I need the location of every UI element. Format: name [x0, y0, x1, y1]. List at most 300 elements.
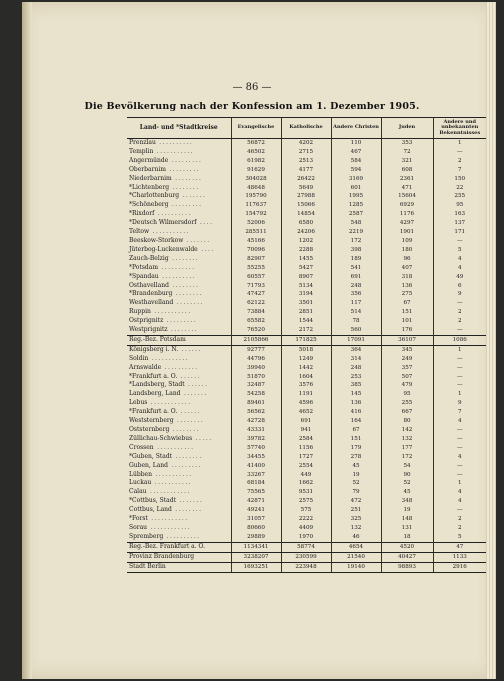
leader-dots: .........: [168, 201, 203, 209]
district-name: Osthavelland: [129, 281, 169, 289]
value-cell: 80660: [231, 524, 281, 533]
district-name: Zauch-Belzig: [129, 254, 169, 262]
value-cell: 479: [381, 381, 433, 390]
value-cell: 22: [433, 184, 486, 193]
district-name-cell: [127, 246, 231, 255]
value-cell: —: [433, 462, 486, 471]
value-cell: 2: [433, 317, 486, 326]
value-cell: 348: [381, 497, 433, 506]
value-cell: 248: [331, 364, 381, 373]
value-cell: 941: [281, 426, 331, 435]
district-name-cell: [127, 273, 231, 282]
value-cell: 58774: [281, 542, 331, 552]
value-cell: 1662: [281, 479, 331, 488]
value-cell: 9: [433, 399, 486, 408]
district-name-cell: [127, 471, 231, 480]
leader-dots: ........: [168, 281, 200, 289]
value-cell: 132: [381, 435, 433, 444]
value-cell: 584: [331, 157, 381, 166]
value-cell: 2916: [433, 562, 486, 572]
district-name-cell: [127, 479, 231, 488]
district-name: *Forst: [129, 515, 148, 523]
value-cell: 34455: [231, 453, 281, 462]
value-cell: 137: [433, 219, 486, 228]
value-cell: 2288: [281, 246, 331, 255]
value-cell: —: [433, 355, 486, 364]
value-cell: 189: [331, 255, 381, 264]
value-cell: 42871: [231, 497, 281, 506]
value-cell: 52006: [231, 219, 281, 228]
district-name: *Landsberg, Stadt: [129, 381, 185, 389]
value-cell: 109: [381, 237, 433, 246]
value-cell: 1442: [281, 364, 331, 373]
table-row: [127, 408, 486, 417]
value-cell: 32487: [231, 381, 281, 390]
value-cell: —: [433, 444, 486, 453]
value-cell: 4: [433, 264, 486, 273]
value-cell: —: [433, 471, 486, 480]
value-cell: 65582: [231, 317, 281, 326]
value-cell: 18: [381, 533, 433, 542]
district-name: *Brandenburg: [129, 290, 173, 298]
value-cell: 15066: [281, 201, 331, 210]
value-cell: 73884: [231, 308, 281, 317]
value-cell: 449: [281, 471, 331, 480]
value-cell: 95: [381, 390, 433, 399]
value-cell: 255: [381, 399, 433, 408]
table-row: [127, 290, 486, 299]
leader-dots: .....: [192, 434, 213, 442]
value-cell: —: [433, 373, 486, 382]
value-cell: 2851: [281, 308, 331, 317]
value-cell: 2219: [331, 228, 381, 237]
value-cell: 172: [331, 237, 381, 246]
district-name-cell: [127, 139, 231, 148]
value-cell: 2575: [281, 497, 331, 506]
value-cell: 560: [331, 326, 381, 335]
value-cell: 47427: [231, 290, 281, 299]
district-name-cell: [127, 453, 231, 462]
table-row: [127, 488, 486, 497]
table-row: [127, 335, 486, 345]
column-header: Katholische: [281, 118, 331, 139]
district-name: *Spandau: [129, 272, 159, 280]
district-name: Westprignitz: [129, 326, 168, 334]
leader-dots: ..........: [161, 363, 199, 371]
value-cell: —: [433, 381, 486, 390]
value-cell: 2105866: [231, 335, 281, 345]
value-cell: 1134341: [231, 542, 281, 552]
value-cell: 57740: [231, 444, 281, 453]
district-name-cell: [127, 373, 231, 382]
district-name-cell: [127, 157, 231, 166]
district-name: *Charlottenburg: [129, 192, 180, 200]
table-row: [127, 264, 486, 273]
value-cell: 56562: [231, 408, 281, 417]
value-cell: 19: [331, 471, 381, 480]
value-cell: 2: [433, 308, 486, 317]
value-cell: 1901: [381, 228, 433, 237]
district-name-cell: [127, 462, 231, 471]
value-cell: 356: [331, 290, 381, 299]
district-name: *Deutsch Wilmersdorf: [129, 219, 197, 227]
district-name: *Frankfurt a. O.: [129, 372, 178, 380]
value-cell: 1202: [281, 237, 331, 246]
table-row: [127, 148, 486, 157]
leader-dots: ........: [172, 290, 204, 298]
table-row: [127, 471, 486, 480]
value-cell: 117: [331, 299, 381, 308]
table-row: [127, 524, 486, 533]
value-cell: 608: [381, 166, 433, 175]
district-name: Beeskow-Storkow: [129, 236, 184, 244]
value-cell: 1: [433, 139, 486, 148]
district-name: Landsberg, Land: [129, 390, 181, 398]
leader-dots: ..........: [158, 263, 196, 271]
district-name-cell: [127, 364, 231, 373]
value-cell: 1: [433, 479, 486, 488]
value-cell: 89461: [231, 399, 281, 408]
value-cell: 62122: [231, 299, 281, 308]
leader-dots: ......: [178, 345, 203, 353]
value-cell: 2513: [281, 157, 331, 166]
value-cell: 96: [381, 255, 433, 264]
table-row: [127, 219, 486, 228]
district-name: Weststernberg: [129, 417, 174, 425]
column-header: Andere Christen: [331, 118, 381, 139]
value-cell: 51870: [231, 373, 281, 382]
page-number: — 86 —: [232, 82, 272, 93]
district-name: Luckau: [129, 479, 152, 487]
value-cell: 398: [331, 246, 381, 255]
value-cell: 52: [381, 479, 433, 488]
value-cell: 325: [331, 515, 381, 524]
leader-dots: ........: [172, 452, 203, 460]
value-cell: 318: [381, 273, 433, 282]
district-name-cell: [127, 299, 231, 308]
value-cell: —: [433, 237, 486, 246]
value-cell: 136: [331, 399, 381, 408]
value-cell: —: [433, 326, 486, 335]
value-cell: 95: [433, 201, 486, 210]
value-cell: 131: [381, 524, 433, 533]
value-cell: 61982: [231, 157, 281, 166]
value-cell: 171: [433, 228, 486, 237]
value-cell: 31057: [231, 515, 281, 524]
leader-dots: ........: [173, 299, 204, 307]
district-name-cell: [127, 399, 231, 408]
leader-dots: ...........: [149, 228, 191, 236]
table-row: [127, 373, 486, 382]
value-cell: 4202: [281, 139, 331, 148]
value-cell: 514: [331, 308, 381, 317]
value-cell: 314: [331, 355, 381, 364]
value-cell: 1086: [433, 335, 486, 345]
value-cell: 68184: [231, 479, 281, 488]
table-row: [127, 479, 486, 488]
value-cell: 541: [331, 264, 381, 273]
district-name-cell: [127, 355, 231, 364]
district-name: *Potsdam: [129, 263, 159, 271]
value-cell: 76520: [231, 326, 281, 335]
value-cell: 151: [381, 308, 433, 317]
district-name: Sorau: [129, 523, 148, 531]
value-cell: 2: [433, 515, 486, 524]
value-cell: 41400: [231, 462, 281, 471]
value-cell: 98893: [381, 562, 433, 572]
value-cell: 4297: [381, 219, 433, 228]
leader-dots: ...........: [153, 443, 195, 451]
table-row: [127, 533, 486, 542]
value-cell: 9531: [281, 488, 331, 497]
district-name-cell: [127, 542, 231, 552]
value-cell: 75565: [231, 488, 281, 497]
district-name-cell: [127, 201, 231, 210]
value-cell: 44796: [231, 355, 281, 364]
value-cell: 601: [331, 184, 381, 193]
district-name-cell: [127, 444, 231, 453]
value-cell: 407: [381, 264, 433, 273]
value-cell: 67: [331, 426, 381, 435]
value-cell: —: [433, 435, 486, 444]
district-name: Arnswalde: [129, 363, 162, 371]
value-cell: 132: [331, 524, 381, 533]
district-name: Calau: [129, 488, 147, 496]
population-table: [127, 117, 486, 573]
district-name-cell: [127, 497, 231, 506]
district-name: Oststernberg: [129, 426, 170, 433]
value-cell: 5134: [281, 282, 331, 291]
value-cell: 45: [381, 488, 433, 497]
table-row: [127, 308, 486, 317]
district-name-cell: [127, 408, 231, 417]
value-cell: 148: [381, 515, 433, 524]
table-row: [127, 552, 486, 562]
leader-dots: ...........: [150, 308, 192, 316]
table-row: [127, 201, 486, 210]
value-cell: 179: [331, 444, 381, 453]
district-name-cell: [127, 488, 231, 497]
value-cell: 548: [331, 219, 381, 228]
value-cell: 70096: [231, 246, 281, 255]
district-name: Templin: [129, 147, 154, 155]
leader-dots: ........: [173, 417, 205, 425]
table-row: [127, 157, 486, 166]
value-cell: 150: [433, 175, 486, 184]
district-name-cell: [127, 326, 231, 335]
district-name: Provinz Brandenburg: [129, 552, 195, 560]
table-row: [127, 246, 486, 255]
value-cell: 55255: [231, 264, 281, 273]
leader-dots: .........: [163, 317, 198, 325]
value-cell: 40427: [381, 552, 433, 562]
table-row: [127, 562, 486, 572]
leader-dots: .........: [168, 156, 203, 164]
district-name: Lebus: [129, 399, 148, 407]
table-row: [127, 426, 486, 435]
value-cell: 2554: [281, 462, 331, 471]
value-cell: —: [433, 426, 486, 435]
district-name-cell: [127, 506, 231, 515]
value-cell: 385: [331, 381, 381, 390]
district-name: Prenzlau: [129, 139, 156, 146]
leader-dots: ........: [169, 426, 200, 433]
value-cell: 4: [433, 497, 486, 506]
value-cell: 1133: [433, 552, 486, 562]
district-name: Reg.-Bez. Frankfurt a. O.: [129, 542, 206, 550]
table-row: [127, 175, 486, 184]
value-cell: 5018: [281, 345, 331, 354]
value-cell: 7: [433, 166, 486, 175]
leader-dots: ........: [171, 506, 203, 514]
value-cell: 142: [381, 426, 433, 435]
value-cell: 5427: [281, 264, 331, 273]
value-cell: 1191: [281, 390, 331, 399]
district-name-cell: [127, 335, 231, 345]
value-cell: 54258: [231, 390, 281, 399]
district-name-cell: [127, 417, 231, 426]
district-name-cell: [127, 524, 231, 533]
value-cell: 7: [433, 408, 486, 417]
table-row: [127, 255, 486, 264]
value-cell: 180: [381, 246, 433, 255]
leader-dots: .......: [179, 192, 207, 200]
value-cell: 60557: [231, 273, 281, 282]
value-cell: 275: [381, 290, 433, 299]
value-cell: 6580: [281, 219, 331, 228]
value-cell: 117637: [231, 201, 281, 210]
table-row: [127, 345, 486, 354]
value-cell: 1285: [331, 201, 381, 210]
leader-dots: .........: [168, 461, 203, 469]
value-cell: 2: [433, 524, 486, 533]
value-cell: 1249: [281, 355, 331, 364]
leader-dots: .......: [180, 390, 208, 398]
district-name: Soldin: [129, 354, 149, 362]
value-cell: 5649: [281, 184, 331, 193]
value-cell: 2584: [281, 435, 331, 444]
district-name: Spremberg: [129, 532, 164, 540]
value-cell: 1544: [281, 317, 331, 326]
value-cell: —: [433, 506, 486, 515]
district-name-cell: [127, 435, 231, 444]
value-cell: 1604: [281, 373, 331, 382]
value-cell: 171825: [281, 335, 331, 345]
value-cell: 39782: [231, 435, 281, 444]
district-name: Reg.-Bez. Potsdam: [129, 335, 186, 343]
table-row: [127, 453, 486, 462]
value-cell: 1727: [281, 453, 331, 462]
table-row: [127, 444, 486, 453]
value-cell: 223948: [281, 562, 331, 572]
value-cell: 136: [381, 282, 433, 291]
value-cell: 29889: [231, 533, 281, 542]
leader-dots: ........: [169, 183, 200, 191]
value-cell: 2715: [281, 148, 331, 157]
value-cell: 472: [331, 497, 381, 506]
value-cell: 24206: [281, 228, 331, 237]
value-cell: 4409: [281, 524, 331, 533]
table-row: [127, 462, 486, 471]
value-cell: —: [433, 299, 486, 308]
value-cell: 1693251: [231, 562, 281, 572]
value-cell: 253: [331, 373, 381, 382]
district-name: *Guben, Stadt: [129, 452, 173, 460]
value-cell: 3576: [281, 381, 331, 390]
value-cell: 255: [433, 192, 486, 201]
table-row: [127, 506, 486, 515]
value-cell: 3194: [281, 290, 331, 299]
value-cell: 91629: [231, 166, 281, 175]
value-cell: 4596: [281, 399, 331, 408]
district-name-cell: [127, 426, 231, 435]
district-name-cell: [127, 381, 231, 390]
value-cell: 6929: [381, 201, 433, 210]
value-cell: 17091: [331, 335, 381, 345]
leader-dots: ..........: [154, 210, 192, 218]
value-cell: 72: [381, 148, 433, 157]
district-name-cell: [127, 237, 231, 246]
district-name-cell: [127, 219, 231, 228]
value-cell: 90: [381, 471, 433, 480]
value-cell: 15604: [381, 192, 433, 201]
district-name: Crossen: [129, 443, 154, 451]
table-row: [127, 273, 486, 282]
leader-dots: ............: [147, 399, 192, 407]
table-row: [127, 435, 486, 444]
leader-dots: ...........: [147, 515, 189, 523]
value-cell: 27988: [281, 192, 331, 201]
value-cell: 82907: [231, 255, 281, 264]
value-cell: 4654: [331, 542, 381, 552]
leader-dots: .......: [175, 497, 204, 505]
table-row: [127, 299, 486, 308]
value-cell: 163: [433, 210, 486, 219]
leader-dots: ...........: [151, 470, 193, 478]
table-row: [127, 399, 486, 408]
value-cell: 9: [433, 290, 486, 299]
district-name-cell: [127, 290, 231, 299]
value-cell: 1995: [331, 192, 381, 201]
district-name: *Frankfurt a. O.: [129, 408, 178, 416]
value-cell: 49: [433, 273, 486, 282]
district-name-cell: [127, 255, 231, 264]
value-cell: 285511: [231, 228, 281, 237]
value-cell: 1: [433, 345, 486, 354]
district-name: Cottbus, Land: [129, 506, 172, 514]
value-cell: 471: [381, 184, 433, 193]
district-name: *Rixdorf: [129, 210, 155, 218]
district-name: *Schöneberg: [129, 201, 169, 209]
leader-dots: ....: [196, 219, 214, 227]
value-cell: 4: [433, 417, 486, 426]
table-row: [127, 515, 486, 524]
table-row: [127, 166, 486, 175]
value-cell: 5: [433, 246, 486, 255]
value-cell: 691: [331, 273, 381, 282]
district-name-cell: [127, 166, 231, 175]
value-cell: 8907: [281, 273, 331, 282]
value-cell: 164: [331, 417, 381, 426]
value-cell: 1970: [281, 533, 331, 542]
district-name-cell: [127, 210, 231, 219]
district-name-cell: [127, 192, 231, 201]
district-name: Guben, Land: [129, 461, 168, 469]
leader-dots: ..........: [163, 532, 201, 540]
value-cell: 26422: [281, 175, 331, 184]
value-cell: 43331: [231, 426, 281, 435]
value-cell: 691: [281, 417, 331, 426]
